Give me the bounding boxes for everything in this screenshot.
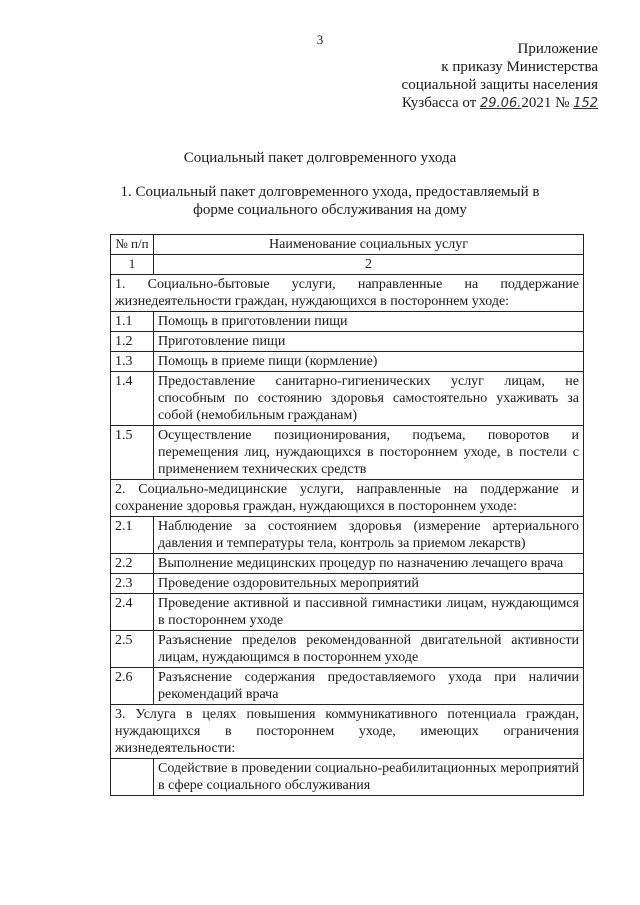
row-number: 1.3 bbox=[111, 352, 154, 372]
service-name: Помощь в приеме пищи (кормление) bbox=[154, 352, 584, 372]
service-name: Проведение оздоровительных мероприятий bbox=[154, 574, 584, 594]
service-name: Предоставление санитарно-гигиенических услуг лицам, не способным по состоянию здоровья самостоятельно ухаживать за собой (немобильным гражданам) bbox=[154, 372, 584, 426]
table-row bbox=[111, 668, 584, 705]
row-number bbox=[111, 759, 154, 796]
table-row bbox=[111, 426, 584, 480]
service-name: Наблюдение за состоянием здоровья (измерение артериального давления и температуры тела, контроль за приемом лекарств) bbox=[154, 517, 584, 554]
page-number: 3 bbox=[316, 32, 324, 47]
row-number: 2.6 bbox=[111, 668, 154, 705]
col-number-1: 1 bbox=[111, 255, 154, 275]
row-number: 2.4 bbox=[111, 594, 154, 631]
table-row bbox=[111, 352, 584, 372]
group-title: 3. Услуга в целях повышения коммуникативного потенциала граждан, нуждающихся в постороннем уходе, имеющих ограничения жизнедеятельности: bbox=[111, 705, 584, 759]
handwritten-order-number: 152 bbox=[573, 96, 598, 111]
table-row bbox=[111, 372, 584, 426]
row-number: 1.1 bbox=[111, 312, 154, 332]
group-title: 2. Социально-медицинские услуги, направленные на поддержание и сохранение здоровья граждан, нуждающихся в постороннем уходе: bbox=[111, 480, 584, 517]
table-row bbox=[111, 517, 584, 554]
row-number: 2.2 bbox=[111, 554, 154, 574]
service-name: Осуществление позиционирования, подъема, поворотов и перемещения лиц, нуждающихся в постороннем уходе, в постели с применением технических средств bbox=[154, 426, 584, 480]
handwritten-date: 29.06. bbox=[480, 96, 522, 111]
service-name: Разъяснение содержания предоставляемого ухода при наличии рекомендаций врача bbox=[154, 668, 584, 705]
table-row bbox=[111, 312, 584, 332]
group-row bbox=[111, 275, 584, 312]
row-number: 1.2 bbox=[111, 332, 154, 352]
table-header-row bbox=[111, 235, 584, 255]
table-row bbox=[111, 574, 584, 594]
row-number: 2.5 bbox=[111, 631, 154, 668]
approval-year: 2021 № bbox=[521, 95, 570, 111]
table-row bbox=[111, 631, 584, 668]
row-number: 1.5 bbox=[111, 426, 154, 480]
section-heading: 1. Социальный пакет долговременного ухода, предоставляемый в форме социального обслуживания на дому bbox=[120, 184, 540, 218]
table-row bbox=[111, 554, 584, 574]
approval-block bbox=[358, 40, 598, 113]
service-name: Содействие в проведении социально-реабилитационных мероприятий в сфере социального обслуживания bbox=[154, 759, 584, 796]
table-row bbox=[111, 594, 584, 631]
service-name: Проведение активной и пассивной гимнастики лицам, нуждающимся в постороннем уходе bbox=[154, 594, 584, 631]
document-title: Социальный пакет долговременного ухода bbox=[183, 150, 457, 166]
approval-prefix: Кузбасса от bbox=[401, 95, 477, 111]
table-row bbox=[111, 759, 584, 796]
row-number: 2.1 bbox=[111, 517, 154, 554]
header-name: Наименование социальных услуг bbox=[154, 235, 584, 255]
group-row bbox=[111, 705, 584, 759]
approval-line-1: Приложение bbox=[517, 41, 598, 57]
row-number: 1.4 bbox=[111, 372, 154, 426]
col-number-2: 2 bbox=[154, 255, 584, 275]
row-number: 2.3 bbox=[111, 574, 154, 594]
approval-line-3: социальной защиты населения bbox=[401, 77, 598, 93]
header-num: № п/п bbox=[111, 235, 154, 255]
table-row bbox=[111, 332, 584, 352]
service-name: Выполнение медицинских процедур по назначению лечащего врача bbox=[154, 554, 584, 574]
approval-line-4 bbox=[358, 94, 598, 113]
approval-line-2: к приказу Министерства bbox=[441, 59, 598, 75]
service-name: Помощь в приготовлении пищи bbox=[154, 312, 584, 332]
services-table bbox=[110, 234, 584, 796]
service-name: Приготовление пищи bbox=[154, 332, 584, 352]
service-name: Разъяснение пределов рекомендованной двигательной активности лицам, нуждающимся в постороннем уходе bbox=[154, 631, 584, 668]
group-row bbox=[111, 480, 584, 517]
group-title: 1. Социально-бытовые услуги, направленные на поддержание жизнедеятельности граждан, нуждающихся в постороннем уходе: bbox=[111, 275, 584, 312]
column-number-row bbox=[111, 255, 584, 275]
